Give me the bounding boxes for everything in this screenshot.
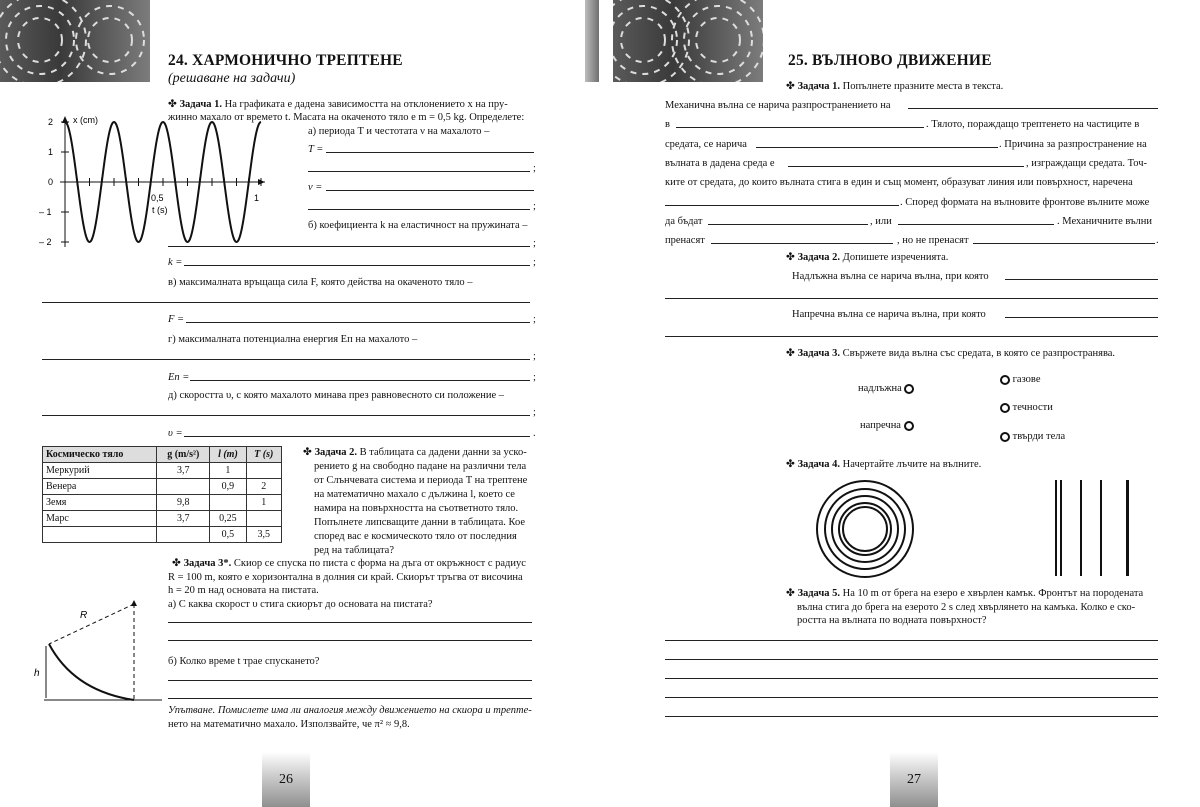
table-cell: 3,7: [157, 463, 210, 479]
E-equation: Eп =: [168, 372, 190, 383]
y-tick-label: 1: [48, 147, 54, 157]
table-cell: Венера: [43, 479, 157, 495]
wavefront-line: [1055, 480, 1057, 576]
bullet: ✤: [168, 99, 177, 110]
task3-b: б) Колко време t трае спускането?: [168, 656, 320, 667]
table-header: g (m/s²): [157, 447, 210, 463]
connector-dot-icon[interactable]: [1000, 432, 1010, 442]
hint-line2: нето на математично махало. Използвайте, че π² ≈ 9,8.: [168, 719, 410, 730]
period: .: [533, 428, 536, 439]
wavefront-line: [1100, 480, 1102, 576]
match-right-item[interactable]: [1000, 401, 1053, 414]
semicolon: ;: [533, 314, 536, 325]
radius-line: [49, 604, 134, 644]
answer-line[interactable]: [665, 659, 1158, 660]
text-line: . Според формата на вълновите фронтове вълните може: [900, 197, 1150, 208]
answer-line[interactable]: [665, 697, 1158, 698]
k-equation: k =: [168, 257, 183, 268]
text-line: . Тялото, пораждащо трептенето на частиците в: [926, 119, 1140, 130]
task1-line1: [168, 98, 508, 111]
arrow-icon: [131, 600, 137, 606]
answer-line[interactable]: [168, 640, 532, 641]
task1-v: в) максималната връщаща сила F, която действа на окаченото тяло –: [168, 277, 473, 288]
page-number: 27: [890, 752, 938, 807]
task5-line2: вълна стига до брега на езерото 2 s след хвърлянето на камъка. Колко е ско-: [797, 602, 1136, 613]
answer-line[interactable]: [42, 359, 530, 360]
table-row: [43, 479, 282, 495]
y-tick-label: – 1: [39, 207, 52, 217]
blank-line[interactable]: [1005, 317, 1158, 318]
match-right-item[interactable]: [1000, 373, 1041, 386]
task1-a: а) периода T и честотата ν на махалото –: [308, 126, 490, 137]
table-cell[interactable]: [157, 479, 210, 495]
task2-heading: [786, 251, 948, 264]
table-cell[interactable]: [246, 511, 281, 527]
task-label: Задача 3*.: [183, 558, 232, 569]
oscillation-graph: [35, 112, 265, 252]
h-label: h: [34, 668, 40, 679]
text-line: .: [1156, 235, 1159, 246]
task-text: Свържете вида вълна със средата, в която се разпространява.: [842, 348, 1116, 359]
wave-type-label: надлъжна: [858, 383, 902, 394]
blank-line[interactable]: [756, 147, 998, 148]
blank-line[interactable]: [665, 205, 899, 206]
task-text: В таблицата са дадени данни за уско-: [359, 447, 527, 458]
answer-line[interactable]: [186, 322, 530, 323]
task2-line: намира на повърхността на съответното тяло.: [314, 503, 519, 514]
connector-dot-icon[interactable]: [904, 421, 914, 431]
answer-line[interactable]: [168, 246, 530, 247]
hint-text: Упътване. Помислете има ли аналогия между движението на скиора и трепте-: [168, 705, 532, 716]
table-cell[interactable]: [43, 527, 157, 543]
task2-line: [303, 446, 527, 459]
answer-line[interactable]: [665, 640, 1158, 641]
blank-line[interactable]: [973, 243, 1155, 244]
page-subtitle: (решаване на задачи): [168, 71, 296, 86]
text-line: ките от средата, до които вълната стига в един и същ момент, образуват линия или повърхност, наречена: [665, 177, 1133, 188]
answer-line[interactable]: [308, 209, 530, 210]
blank-line[interactable]: [908, 108, 1158, 109]
task2-line: според вас е космическото тяло от последния: [314, 531, 517, 542]
table-cell: 3,7: [157, 511, 210, 527]
table-cell: 3,5: [246, 527, 281, 543]
table-cell[interactable]: [246, 463, 281, 479]
task-text: Начертайте лъчите на вълните.: [842, 459, 982, 470]
table-cell: 2: [246, 479, 281, 495]
wavefront-ring: [842, 506, 888, 552]
answer-line[interactable]: [184, 265, 530, 266]
page-title: 24. ХАРМОНИЧНО ТРЕПТЕНЕ: [168, 52, 403, 69]
connector-dot-icon[interactable]: [1000, 403, 1010, 413]
medium-label: твърди тела: [1012, 431, 1066, 442]
semicolon: ;: [533, 163, 536, 174]
answer-line[interactable]: [168, 698, 532, 699]
table-cell[interactable]: [157, 527, 210, 543]
semicolon: ;: [533, 372, 536, 383]
text-line: . Механичните вълни: [1057, 216, 1152, 227]
match-right-item[interactable]: [1000, 430, 1065, 443]
gutter-shade-left: [585, 0, 599, 82]
task-label: Задача 1.: [179, 99, 223, 110]
y-tick-label: – 2: [39, 237, 52, 247]
answer-line[interactable]: [665, 716, 1158, 717]
task4-heading: [786, 458, 981, 471]
blank-line[interactable]: [1005, 279, 1158, 280]
task1-b: б) коефициента k на еластичност на пружината –: [308, 220, 528, 231]
task1-g: г) максималната потенциална енергия Eп на махалото –: [168, 334, 418, 345]
task-label: Задача 1.: [797, 81, 841, 92]
t2-line1: Надлъжна вълна се нарича вълна, при която: [792, 271, 989, 282]
table-row: [43, 511, 282, 527]
task2-line: от Слънчевата система и периода T на трептене: [314, 475, 528, 486]
table-cell: 0,9: [210, 479, 246, 495]
task3-a: а) С каква скорост υ стига скиорът до основата на пистата?: [168, 599, 433, 610]
semicolon: ;: [533, 407, 536, 418]
table-header: T (s): [246, 447, 281, 463]
corner-decoration-right: [613, 0, 763, 82]
R-label: R: [80, 610, 88, 621]
answer-line[interactable]: [42, 415, 530, 416]
answer-line[interactable]: [190, 380, 530, 381]
answer-line[interactable]: [665, 678, 1158, 679]
wavefront-line: [1080, 480, 1082, 576]
dashed-rings-decoration: [613, 0, 763, 82]
dashed-rings-decoration: [0, 0, 150, 82]
bullet: ✤: [172, 558, 181, 569]
table-cell: 0,25: [210, 511, 246, 527]
task-label: Задача 3.: [797, 348, 841, 359]
ski-slope-figure: [34, 596, 170, 706]
table-header: Космическо тяло: [43, 447, 157, 463]
bullet: ✤: [786, 252, 795, 263]
task-text: На графиката е дадена зависимостта на отклонението x на пру-: [224, 99, 508, 110]
bullet: ✤: [786, 81, 795, 92]
answer-line[interactable]: [168, 622, 532, 623]
task2-line: на математично махало с дължина l, което се: [314, 489, 515, 500]
table-cell: Марс: [43, 511, 157, 527]
x-tick-label: 0,5: [151, 193, 164, 203]
x-axis-label: t (s): [152, 205, 168, 215]
blank-line[interactable]: [665, 336, 1158, 337]
task1-heading: [786, 80, 1003, 93]
y-tick-label: 2: [48, 117, 54, 127]
wavefront-line: [1060, 480, 1062, 576]
wave-type-label: напречна: [860, 420, 901, 431]
hint-line1: [168, 704, 532, 717]
planet-table: [42, 446, 282, 543]
text-line: средата, се нарича: [665, 139, 747, 150]
x-tick-label: 1: [254, 193, 260, 203]
text-line: в: [665, 119, 670, 130]
table-row: [43, 495, 282, 511]
task-label: Задача 5.: [797, 588, 841, 599]
semicolon: ;: [533, 238, 536, 249]
table-row: [43, 527, 282, 543]
task-text: Допишете изреченията.: [842, 252, 949, 263]
t2-line2: Напречна вълна се нарича вълна, при която: [792, 309, 986, 320]
table-cell: Земя: [43, 495, 157, 511]
table-row: [43, 463, 282, 479]
medium-label: газове: [1012, 374, 1041, 385]
semicolon: ;: [533, 257, 536, 268]
blank-line[interactable]: [788, 166, 1024, 167]
text-line: да бъдат: [665, 216, 703, 227]
task5-line1: [786, 587, 1143, 600]
task2-line: рението g на свободно падане на различни тела: [314, 461, 527, 472]
v-equation: υ =: [168, 428, 183, 439]
connector-dot-icon[interactable]: [1000, 375, 1010, 385]
answer-line[interactable]: [308, 171, 530, 172]
bullet: ✤: [786, 348, 795, 359]
table-cell: Меркурий: [43, 463, 157, 479]
text-line: пренасят: [665, 235, 705, 246]
text-line: . Причина за разпространение на: [999, 139, 1147, 150]
y-axis-label: x (cm): [73, 115, 98, 125]
connector-dot-icon[interactable]: [904, 384, 914, 394]
corner-decoration-left: [0, 0, 150, 82]
task-label: Задача 4.: [797, 459, 841, 470]
table-cell: 0,5: [210, 527, 246, 543]
blank-line[interactable]: [711, 243, 893, 244]
page-number: 26: [262, 752, 310, 807]
table-header-row: [43, 447, 282, 463]
semicolon: ;: [533, 201, 536, 212]
answer-line[interactable]: [42, 302, 530, 303]
task-label: Задача 2.: [314, 447, 358, 458]
match-left-item[interactable]: [858, 382, 914, 395]
table-cell[interactable]: [210, 495, 246, 511]
text-line: Механична вълна се нарича разпространението на: [665, 100, 891, 111]
task-text: Скиор се спуска по писта с форма на дъга от окръжност с радиус: [233, 558, 526, 569]
answer-line[interactable]: [184, 436, 530, 437]
task-text: На 10 m от брега на езеро е хвърлен камък. Фронтът на породената: [842, 588, 1144, 599]
y-tick-label: 0: [48, 177, 54, 187]
task3-line1: [172, 557, 526, 570]
semicolon: ;: [533, 351, 536, 362]
bullet: ✤: [786, 459, 795, 470]
T-equation: T =: [308, 144, 324, 155]
blank-line[interactable]: [898, 224, 1054, 225]
match-left-item[interactable]: [860, 419, 914, 432]
task1-line2: жинно махало от времето t. Масата на окаченото тяло е m = 0,5 kg. Определете:: [168, 112, 525, 123]
text-line: , или: [870, 216, 892, 227]
answer-line[interactable]: [168, 680, 532, 681]
page-title: 25. ВЪЛНОВО ДВИЖЕНИЕ: [788, 52, 992, 69]
bullet: ✤: [786, 588, 795, 599]
task5-line3: ростта на вълната по водната повърхност?: [797, 615, 987, 626]
task3-line3: h = 20 m над основата на пистата.: [168, 585, 319, 596]
task2-line: ред на таблицата?: [314, 545, 395, 556]
task-label: Задача 2.: [797, 252, 841, 263]
medium-label: течности: [1012, 402, 1053, 413]
task3-heading: [786, 347, 1115, 360]
table-header: l (m): [210, 447, 246, 463]
F-equation: F =: [168, 314, 185, 325]
text-line: вълната в дадена среда е: [665, 158, 775, 169]
slope-arc: [49, 644, 134, 700]
table-cell: 1: [246, 495, 281, 511]
answer-line[interactable]: [326, 152, 534, 153]
blank-line[interactable]: [665, 298, 1158, 299]
wavefront-line: [1126, 480, 1129, 576]
table-cell: 1: [210, 463, 246, 479]
bullet: ✤: [303, 447, 312, 458]
blank-line[interactable]: [676, 127, 924, 128]
text-line: , но не пренасят: [897, 235, 969, 246]
blank-line[interactable]: [708, 224, 868, 225]
nu-equation: ν =: [308, 182, 323, 193]
task3-line2: R = 100 m, която е хоризонтална в долния си край. Скиорът тръгва от височина: [168, 572, 523, 583]
task-text: Попълнете празните места в текста.: [842, 81, 1004, 92]
task2-line: Попълнете липсващите данни в таблицата. Кое: [314, 517, 526, 528]
answer-line[interactable]: [326, 190, 534, 191]
text-line: , изграждащи средата. Точ-: [1026, 158, 1147, 169]
table-cell: 9,8: [157, 495, 210, 511]
task1-d: д) скоростта υ, с която махалото минава през равновесното си положение –: [168, 390, 504, 401]
